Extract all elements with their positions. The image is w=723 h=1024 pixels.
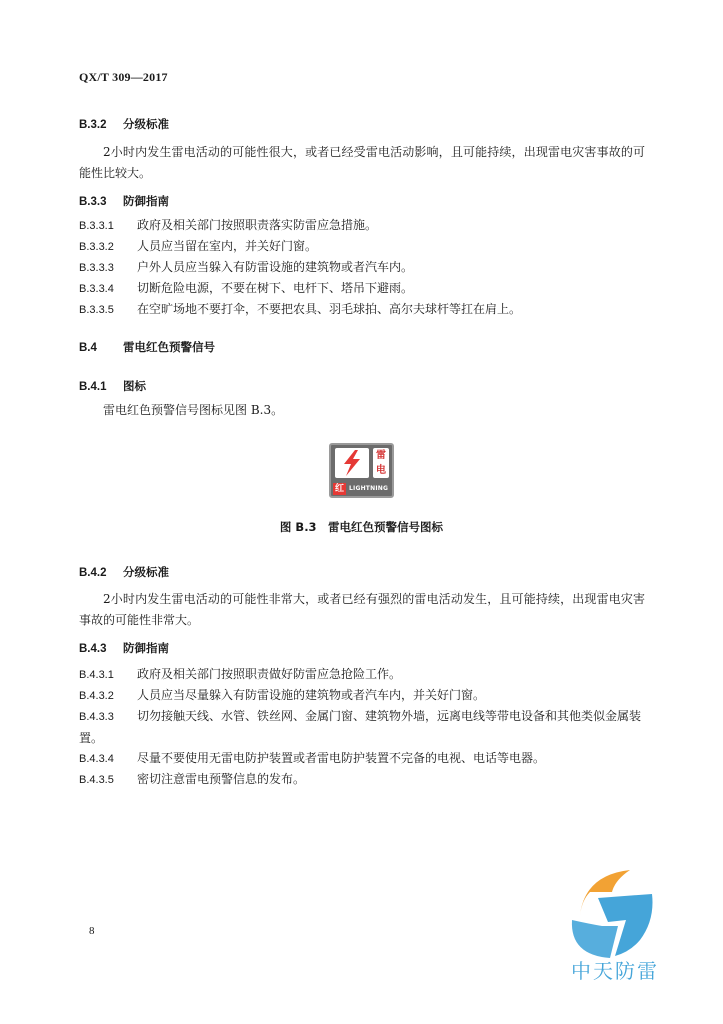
section-heading-b32 xyxy=(79,116,169,132)
section-heading-b43 xyxy=(79,640,169,656)
item-text: 切断危险电源，不要在树下、电杆下、塔吊下避雨。 xyxy=(137,281,414,295)
item-text: 政府及相关部门按照职责做好防雷应急抢险工作。 xyxy=(137,667,402,681)
section-heading-b4 xyxy=(79,339,215,355)
signal-level-char: 红 xyxy=(334,483,344,494)
section-title: 防御指南 xyxy=(123,194,169,208)
section-number: B.3.2 xyxy=(79,119,107,131)
item-number: B.4.3.5 xyxy=(79,774,114,786)
item-text: 人员应当留在室内，并关好门窗。 xyxy=(137,239,318,253)
section-heading-b41 xyxy=(79,378,146,394)
item-text: 政府及相关部门按照职责落实防雷应急措施。 xyxy=(137,218,378,232)
section-number: B.4.2 xyxy=(79,567,107,579)
signal-name-chars xyxy=(373,448,389,478)
section-heading-b42 xyxy=(79,564,169,580)
section-title: 图标 xyxy=(123,379,146,393)
item-number: B.3.3.1 xyxy=(79,220,114,232)
section-number: B.4 xyxy=(79,342,97,354)
list-item xyxy=(79,236,645,258)
section-number: B.3.3 xyxy=(79,196,107,208)
item-text: 户外人员应当躲入有防雷设施的建筑物或者汽车内。 xyxy=(137,260,414,274)
item-text: 在空旷场地不要打伞，不要把农具、羽毛球拍、高尔夫球杆等扛在肩上。 xyxy=(137,302,522,316)
list-item xyxy=(79,278,645,300)
list-item xyxy=(79,299,645,321)
item-number: B.4.3.2 xyxy=(79,690,114,702)
signal-bottom-bar xyxy=(333,482,390,495)
item-number: B.3.3.3 xyxy=(79,262,114,274)
list-item xyxy=(79,215,645,237)
signal-english-word: LIGHTNING xyxy=(349,485,389,492)
list-item xyxy=(79,769,645,791)
section-title: 分级标准 xyxy=(123,565,169,579)
item-text: 人员应当尽量躲入有防雷设施的建筑物或者汽车内，并关好门窗。 xyxy=(137,688,486,702)
section-title: 分级标准 xyxy=(123,117,169,131)
section-title: 防御指南 xyxy=(123,641,169,655)
watermark-text: 中天防雷 xyxy=(571,959,659,983)
list-item xyxy=(79,748,645,770)
bolt-panel xyxy=(335,448,369,478)
section-number: B.4.1 xyxy=(79,381,107,393)
section-heading-b33 xyxy=(79,193,169,209)
paragraph-b42: 2小时内发生雷电活动的可能性非常大，或者已经有强烈的雷电活动发生，且可能持续，出现雷电灾害事故的可能性非常大。 xyxy=(79,592,645,627)
document-code: QX/T 309—2017 xyxy=(79,70,168,84)
list-item xyxy=(79,664,645,686)
item-text: 尽量不要使用无雷电防护装置或者雷电防护装置不完备的电视、电话等电器。 xyxy=(137,751,546,765)
figure-caption: 图 B.3 雷电红色预警信号图标 xyxy=(279,520,444,534)
signal-char-top: 雷 xyxy=(376,450,386,461)
paragraph-b41: 雷电红色预警信号图标见图 B.3。 xyxy=(103,403,284,417)
item-text: 切勿接触天线、水管、铁丝网、金属门窗、建筑物外墙，远离电线等带电设备和其他类似金属装置。 xyxy=(79,709,642,745)
item-number: B.4.3.4 xyxy=(79,753,114,765)
item-number: B.3.3.5 xyxy=(79,304,114,316)
item-text: 密切注意雷电预警信息的发布。 xyxy=(137,772,306,786)
item-number: B.3.3.4 xyxy=(79,283,114,295)
item-number: B.4.3.3 xyxy=(79,711,114,723)
list-item xyxy=(79,706,645,749)
item-number: B.4.3.1 xyxy=(79,669,114,681)
item-number: B.3.3.2 xyxy=(79,241,114,253)
paragraph-b32: 2小时内发生雷电活动的可能性很大，或者已经受雷电活动影响，且可能持续，出现雷电灾害事故的可能性比较大。 xyxy=(79,145,645,180)
page-number: 8 xyxy=(89,925,95,937)
section-number: B.4.3 xyxy=(79,643,107,655)
signal-char-bottom: 电 xyxy=(376,465,386,476)
lightning-red-signal-icon xyxy=(329,443,394,498)
list-item xyxy=(79,257,645,279)
section-title: 雷电红色预警信号 xyxy=(123,340,215,354)
list-item xyxy=(79,685,645,707)
lightning-bolt-icon xyxy=(335,448,369,478)
